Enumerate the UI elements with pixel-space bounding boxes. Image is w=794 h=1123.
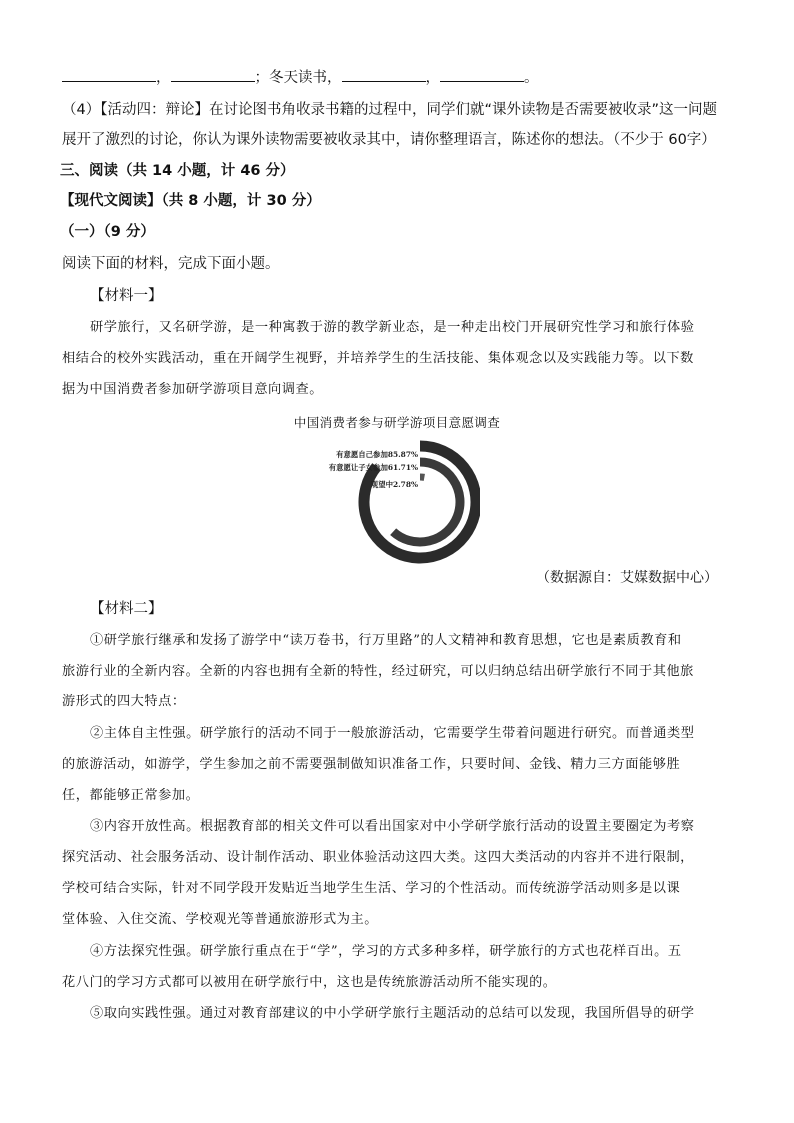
chart-title: 中国消费者参与研学游项目意愿调查: [293, 415, 501, 430]
material-2-label: 【材料二】: [90, 601, 163, 617]
ring-label: 观望中2.78%: [370, 480, 418, 489]
answer-blank-4[interactable]: [440, 66, 524, 82]
material-2-line: 学校可结合实际，针对不同学段开发贴近当地学生生活、学习的个性活动。而传统游学活动则多是以课: [62, 881, 681, 896]
fill-blank-line: [62, 66, 734, 88]
ring-children-participate: [393, 462, 460, 542]
question-4-line-1: （4）【活动四：辩论】在讨论图书角收录书籍的过程中，同学们就“课外读物是否需要被收录”这一问题: [62, 102, 717, 118]
section-3-heading: 三、阅读（共 14 小题，计 46 分）: [60, 163, 295, 179]
material-1-line: 据为中国消费者参加研学游项目意向调查。: [62, 382, 324, 397]
answer-blank-1[interactable]: [62, 66, 156, 82]
material-2-line: ③内容开放性高。根据教育部的相关文件可以看出国家对中小学研学旅行活动的设置主要圈定为考察: [90, 819, 695, 834]
material-2-line: ①研学旅行继承和发扬了游学中“读万卷书，行万里路”的人文精神和教育思想，它也是素质教育和: [90, 633, 682, 648]
survey-ring-chart: [320, 432, 480, 564]
material-2-line: ④方法探究性强。研学旅行重点在于“学”，学习的方式多种多样，研学旅行的方式也花样百出。五: [90, 944, 682, 959]
reading-instruction: 阅读下面的材料，完成下面小题。: [62, 256, 280, 272]
material-2-line: 游形式的四大特点：: [62, 694, 186, 709]
winter-reading-text: ；冬天读书，: [254, 70, 342, 86]
answer-blank-2[interactable]: [171, 66, 255, 82]
material-2-line: ②主体自主性强。研学旅行的活动不同于一般旅游活动，它需要学生带着问题进行研究。而普通类型: [90, 726, 695, 741]
material-1-line: 相结合的校外实践活动，重在开阔学生视野，并培养学生的生活技能、集体观念以及实践能力等。以下数: [62, 351, 694, 366]
separator-1: ，: [156, 70, 171, 86]
separator-2: ，: [425, 70, 440, 86]
question-4-line-2: 展开了激烈的讨论，你认为课外读物需要被收录其中，请你整理语言，陈述你的想法。（不少于 60字）: [62, 132, 716, 148]
material-2-line: 探究活动、社会服务活动、设计制作活动、职业体验活动这四大类。这四大类活动的内容并不进行限制，: [62, 850, 694, 865]
material-2-line: 任，都能够正常参加。: [62, 788, 200, 803]
answer-blank-3[interactable]: [342, 66, 426, 82]
material-2-line: 花八门的学习方式都可以被用在研学旅行中，这也是传统旅游活动所不能实现的。: [62, 975, 557, 990]
material-1-label: 【材料一】: [90, 288, 163, 304]
ring-label: 有意愿自己参加85.87%: [336, 450, 418, 459]
line-end: 。: [524, 70, 539, 86]
material-1-line: 研学旅行，又名研学游，是一种寓教于游的教学新业态，是一种走出校门开展研究性学习和旅行体验: [90, 320, 695, 335]
material-2-line: 旅游行业的全新内容。全新的内容也拥有全新的特性，经过研究，可以归纳总结出研学旅行不同于其他旅: [62, 664, 694, 679]
material-2-line: 的旅游活动，如游学，学生参加之前不需要强制做知识准备工作，只要时间、金钱、精力三方面能够胜: [62, 757, 681, 772]
part-1-heading: （一）（9 分）: [60, 224, 155, 240]
material-2-line: 堂体验、入住交流、学校观光等普通旅游形式为主。: [62, 912, 378, 927]
material-2-line: ⑤取向实践性强。通过对教育部建议的中小学研学旅行主题活动的总结可以发现，我国所倡导的研学: [90, 1006, 695, 1021]
modern-reading-heading: 【现代文阅读】（共 8 小题，计 30 分）: [60, 193, 321, 209]
ring-label: 有意愿让子女参加61.71%: [328, 463, 418, 472]
data-source-note: （数据源自：艾媒数据中心）: [536, 570, 718, 586]
